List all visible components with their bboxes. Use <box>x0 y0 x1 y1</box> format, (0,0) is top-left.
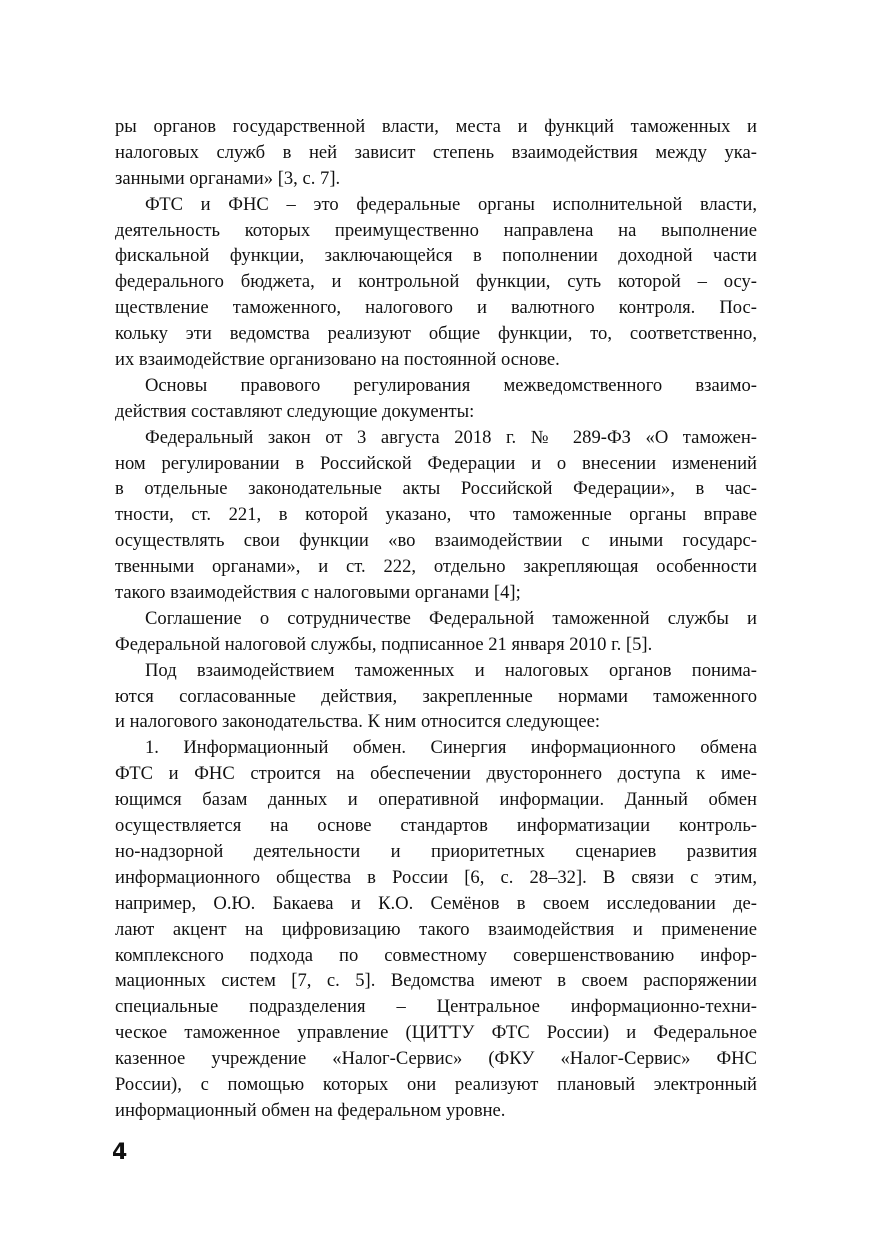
text-line: ры органов государственной власти, места и функций таможенных и <box>115 116 757 137</box>
text-line: информационный обмен на федеральном уровне. <box>115 1099 506 1121</box>
text-line: фискальной функции, заключающейся в пополнении доходной части <box>115 245 757 267</box>
text-line: Основы правового регулирования межведомственного взаимо- <box>145 374 757 396</box>
text-line: ном регулировании в Российской Федерации и о внесении изменений <box>115 452 757 474</box>
text-line: твенными органами», и ст. 222, отдельно закрепляющая особенности <box>115 556 757 578</box>
text-line: казенное учреждение «Налог-Сервис» (ФКУ «Налог-Сервис» ФНС <box>115 1048 757 1070</box>
paragraph <box>115 658 757 736</box>
text-line: ФТС и ФНС строится на обеспечении двустороннего доступа к име- <box>115 763 757 785</box>
text-line: действия составляют следующие документы: <box>115 400 475 422</box>
text-line: федерального бюджета, и контрольной функции, суть которой – осу- <box>115 271 757 293</box>
text-line: такого взаимодействия с налоговыми органами [4]; <box>115 582 521 604</box>
paragraph <box>115 373 757 425</box>
text-line: информационного общества в России [6, с. 28–32]. В связи с этим, <box>115 866 757 888</box>
text-line: налоговых служб в ней зависит степень взаимодействия между ука- <box>115 141 757 163</box>
text-line: ческое таможенное управление (ЦИТТУ ФТС России) и Федеральное <box>115 1022 757 1044</box>
text-line: занными органами» [3, с. 7]. <box>115 167 341 189</box>
paragraph <box>115 192 757 373</box>
text-line: ществление таможенного, налогового и валютного контроля. Пос- <box>115 297 757 319</box>
text-line: но-надзорной деятельности и приоритетных сценариев развития <box>115 840 757 862</box>
text-line: ются согласованные действия, закрепленные нормами таможенного <box>115 685 757 707</box>
page-number: 4 <box>112 1140 128 1165</box>
text-line: и налогового законодательства. К ним относится следующее: <box>115 711 601 733</box>
paragraph <box>115 114 757 192</box>
text-line: тности, ст. 221, в которой указано, что таможенные органы вправе <box>115 504 757 526</box>
text-line: Федеральный закон от 3 августа 2018 г. № 289-ФЗ «О таможен- <box>145 426 757 448</box>
text-line: Под взаимодействием таможенных и налоговых органов понима- <box>145 659 757 681</box>
paragraph <box>115 606 757 658</box>
paragraph <box>115 735 757 1123</box>
text-line: ФТС и ФНС – это федеральные органы исполнительной власти, <box>145 193 757 215</box>
text-line: лают акцент на цифровизацию такого взаимодействия и применение <box>115 918 757 940</box>
page-body <box>115 114 757 1124</box>
text-line: Федеральной налоговой службы, подписанное 21 января 2010 г. [5]. <box>115 633 653 655</box>
text-line: их взаимодействие организовано на постоянной основе. <box>115 349 560 371</box>
text-line: осуществлять свои функции «во взаимодействии с иными государс- <box>115 530 757 552</box>
text-line: ющимся базам данных и оперативной информации. Данный обмен <box>115 789 757 811</box>
text-line: осуществляется на основе стандартов информатизации контроль- <box>115 815 757 837</box>
text-line: 1. Информационный обмен. Синергия информационного обмена <box>145 737 757 759</box>
paragraph <box>115 425 757 606</box>
text-line: мационных систем [7, с. 5]. Ведомства имеют в своем распоряжении <box>115 970 757 992</box>
text-line: комплексного подхода по совместному совершенствованию инфор- <box>115 944 757 966</box>
text-line: России), с помощью которых они реализуют плановый электронный <box>115 1073 757 1095</box>
text-line: кольку эти ведомства реализуют общие функции, то, соответственно, <box>115 323 757 345</box>
text-line: Соглашение о сотрудничестве Федеральной таможенной службы и <box>145 607 757 629</box>
text-line: в отдельные законодательные акты Российской Федерации», в час- <box>115 478 757 500</box>
text-line: специальные подразделения – Центральное информационно-техни- <box>115 996 757 1018</box>
text-line: деятельность которых преимущественно направлена на выполнение <box>115 219 757 241</box>
text-line: например, О.Ю. Бакаева и К.О. Семёнов в своем исследовании де- <box>115 892 757 914</box>
